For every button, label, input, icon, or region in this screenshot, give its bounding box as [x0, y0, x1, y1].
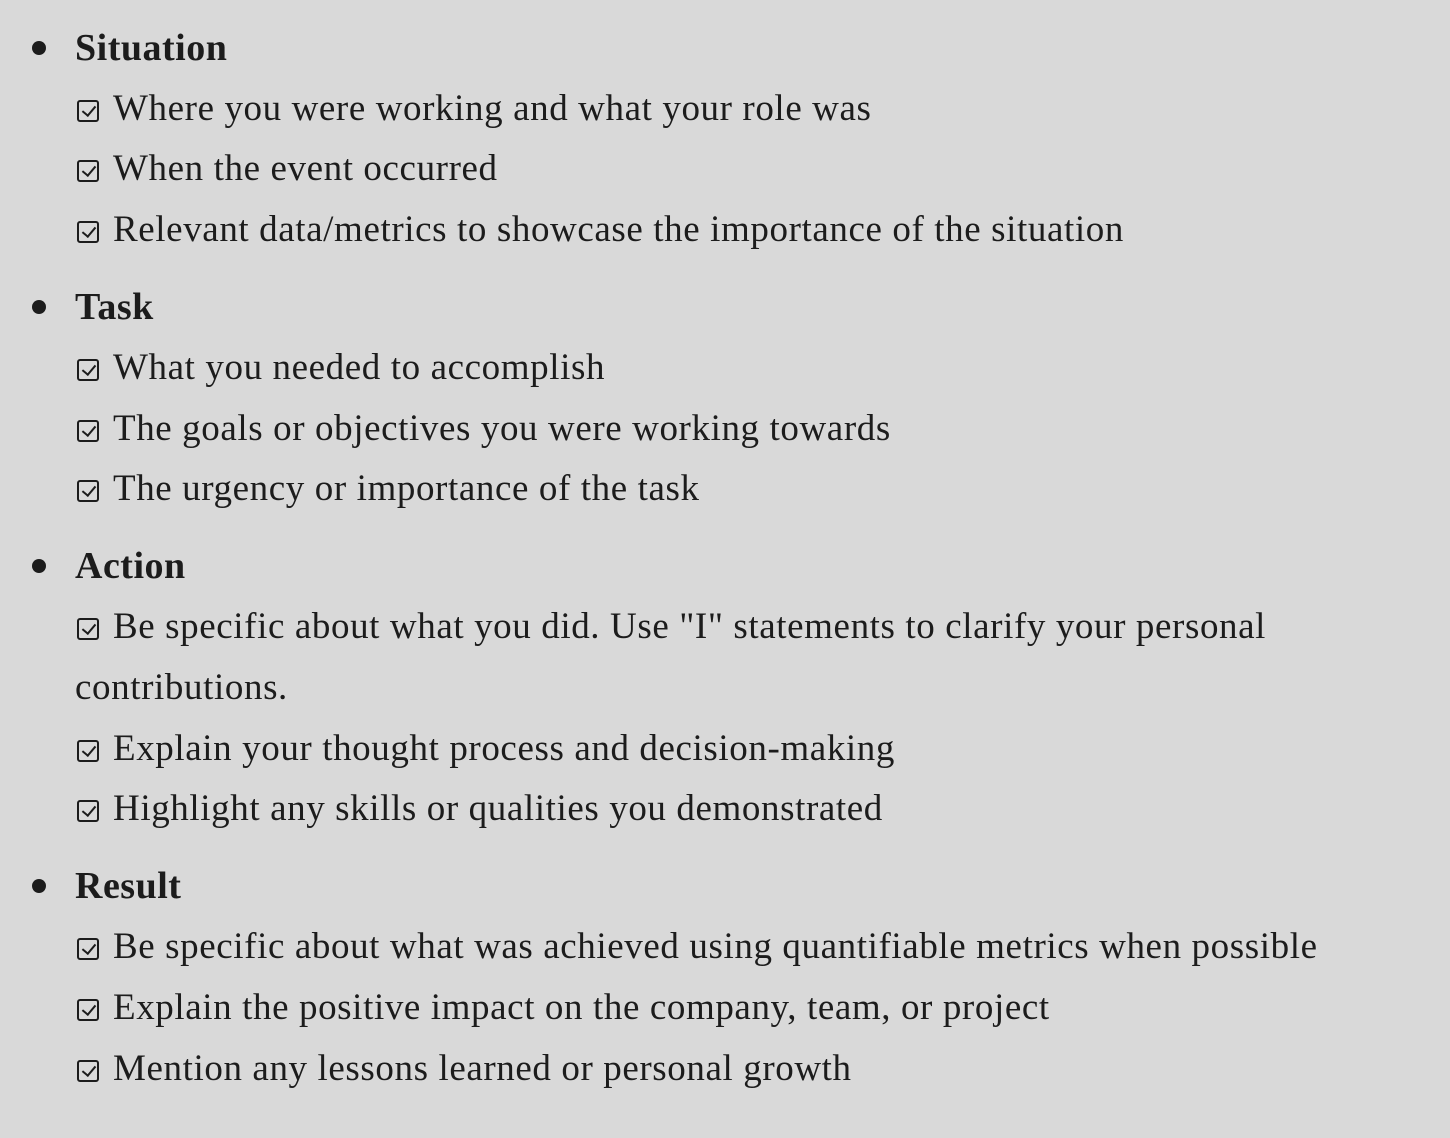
bullet-icon [32, 300, 46, 314]
bullet-icon [32, 879, 46, 893]
bullet-icon [32, 41, 46, 55]
checklist-item-text: Mention any lessons learned or personal growth [113, 1048, 852, 1089]
section-heading: Action [75, 545, 186, 587]
checklist-item-text: The goals or objectives you were working towards [113, 408, 891, 449]
checklist-item-text: Highlight any skills or qualities you demonstrated [113, 788, 883, 829]
checklist-item-text: The urgency or importance of the task [113, 468, 700, 509]
checklist-item-text: Be specific about what you did. Use "I" statements to clarify your personal contributions. [75, 606, 1267, 708]
checklist-item-text: Relevant data/metrics to showcase the importance of the situation [113, 209, 1124, 250]
checkbox-checked-icon[interactable] [77, 740, 99, 762]
section-heading: Result [75, 865, 182, 907]
checklist-item-text: Be specific about what was achieved using quantifiable metrics when possible [113, 926, 1318, 967]
checklist-item [75, 199, 1445, 260]
checkbox-checked-icon[interactable] [77, 420, 99, 442]
checklist-item-text: Explain your thought process and decision-making [113, 728, 896, 769]
checkbox-checked-icon[interactable] [77, 938, 99, 960]
checklist-item [75, 1038, 1445, 1099]
checkbox-checked-icon[interactable] [77, 221, 99, 243]
checklist-item [75, 398, 1445, 459]
checkbox-checked-icon[interactable] [77, 1060, 99, 1082]
checklist-item [75, 596, 1445, 718]
checklist-item [75, 977, 1445, 1038]
checklist-item [75, 916, 1445, 977]
checkbox-checked-icon[interactable] [77, 359, 99, 381]
checkbox-checked-icon[interactable] [77, 160, 99, 182]
checkbox-checked-icon[interactable] [77, 618, 99, 640]
checklist-item-text: Explain the positive impact on the company, team, or project [113, 987, 1050, 1028]
checklist-item [75, 78, 1445, 139]
checkbox-checked-icon[interactable] [77, 480, 99, 502]
checklist-item [75, 458, 1445, 519]
checkbox-checked-icon[interactable] [77, 100, 99, 122]
checklist-item [75, 138, 1445, 199]
checklist-item [75, 718, 1445, 779]
checklist-item [75, 778, 1445, 839]
checkbox-checked-icon[interactable] [77, 800, 99, 822]
section-heading: Situation [75, 27, 228, 69]
checklist-item-text: What you needed to accomplish [113, 347, 606, 388]
checklist-item-text: When the event occurred [113, 148, 498, 189]
bullet-icon [32, 559, 46, 573]
checklist-item-text: Where you were working and what your role was [113, 88, 872, 129]
section-heading: Task [75, 286, 154, 328]
checklist-item [75, 337, 1445, 398]
checkbox-checked-icon[interactable] [77, 999, 99, 1021]
